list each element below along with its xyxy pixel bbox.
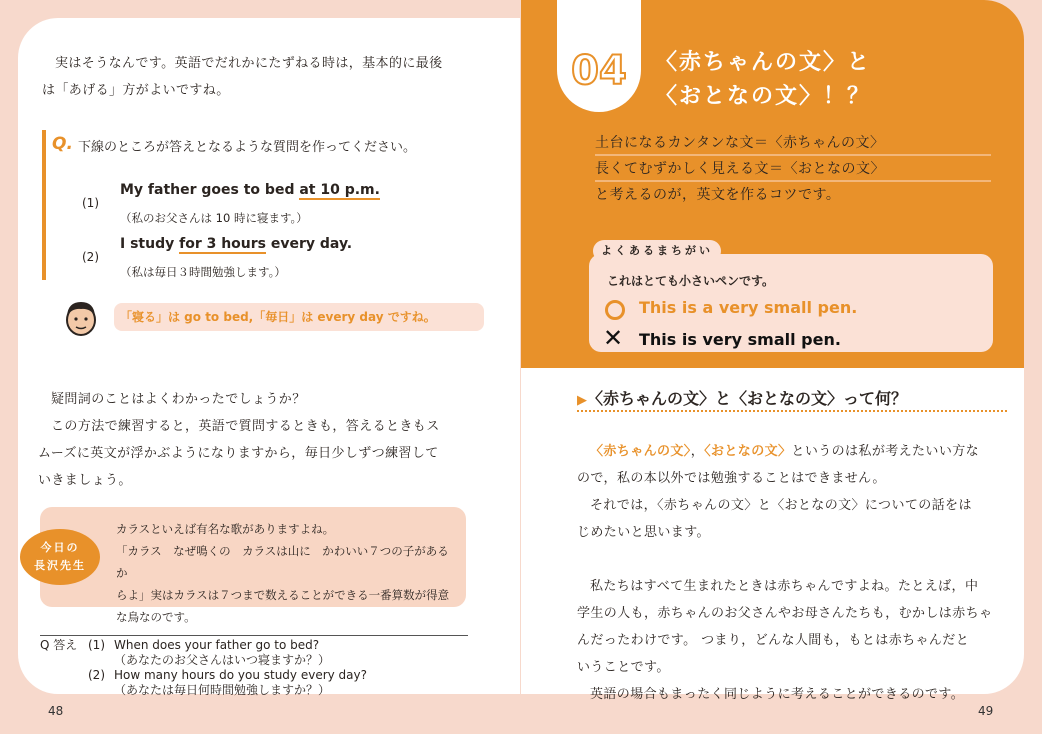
section-rule (577, 410, 1007, 412)
page-number-right: 49 (978, 704, 994, 718)
question-item-english: My father goes to bed at 10 p.m. (120, 182, 380, 198)
mid-line: ムーズに英文が浮かぶようになりますから，毎日少しずつ練習して (38, 446, 439, 461)
mid-paragraph (38, 386, 478, 494)
intro-line: は「あげる」方がよいですね。 (42, 83, 230, 98)
answer-label: Q 答え (40, 638, 78, 652)
question-text: 下線のところが答えとなるような質問を作ってください。 (78, 140, 417, 155)
page-number-left: 48 (48, 704, 64, 718)
underline-target: at 10 p.m. (299, 182, 380, 198)
body-line: ので，私の本以外では勉強することはできません。 (577, 471, 886, 486)
triangle-bullet-icon: ▶ (577, 393, 587, 408)
body-line: 私たちはすべて生まれたときは赤ちゃんですよね。たとえば，中 (590, 579, 979, 594)
man-face-icon (62, 298, 100, 338)
mid-line: この方法で練習すると，英語で質問するときも，答えるときもス (51, 419, 440, 434)
question-bar (42, 130, 46, 280)
body-line: んだったわけです。 つまり，どんな人間も，もとは赤ちゃんだと (577, 633, 970, 648)
left-page: 実はそうなんです。英語でだれかにたずねる時は，基本的に最後 は「あげる」方がよいですね。 Q. 下線のところが答えとなるような質問を作ってください。 (1) My father goes to bed at 10 p.m. （私のお父さんは 10 時に寝ます。） (2) I study for 3 hours every day. （私は毎日３時間勉強します。） 「寝る」は go to bed,「毎日」は every day ですね。 疑問詞のことはよくわかったでしょうか？ この方法で練習すると，英語で質問するときも，答えるときもス ムーズに英文が浮かぶようになりますから，毎日少しずつ練習して いきましょう。 今日の 長沢先生 カラスといえば有名な歌がありますよね。 「カラス なぜ鳴くの カラスは山に かわいい７つの子があるか らよ」実はカラスは７つまで数えることができる一番算数が得意 な鳥なのです。 Q 答え (1) When does your father go to bed? （あなたのお父さんはいつ寝ますか？） (2) How many hours do you study every day? （あなたは毎日何時間勉強しますか？） (18, 18, 520, 694)
circle-mark-icon (605, 300, 625, 320)
intro-paragraph (42, 50, 502, 104)
mistake-prompt: これはとても小さいペンです。 (607, 274, 775, 288)
question-mark-icon: Q. (52, 134, 73, 154)
intro-line: 実はそうなんです。英語でだれかにたずねる時は，基本的に最後 (55, 56, 443, 71)
memo-text: カラスといえば有名な歌がありますよね。 「カラス なぜ鳴くの カラスは山に かわいい７つの子があるか らよ」実はカラスは７つまで数えることができる一番算数が得意 な鳥なのです。 (116, 522, 450, 624)
question-item-number: (2) (82, 250, 99, 264)
underline-target: for 3 hours (179, 236, 267, 252)
cross-mark-icon: ✕ (603, 324, 624, 352)
chapter-title: 〈赤ちゃんの文〉と 〈おとなの文〉！？ (655, 50, 872, 109)
question-item-number: (1) (82, 196, 99, 210)
question-block (42, 130, 502, 292)
body-line: 学生の人も，赤ちゃんのお父さんやお母さんたちも，むかしは赤ちゃ (577, 606, 993, 621)
mid-line: いきましょう。 (38, 473, 132, 488)
question-item-japanese: （私は毎日３時間勉強します。） (120, 265, 286, 279)
question-item-japanese: （私のお父さんは 10 時に寝ます。） (120, 211, 308, 225)
right-body (577, 438, 1013, 708)
body-line: いうことです。 (577, 660, 670, 675)
right-page (521, 18, 1024, 702)
lead-line: 長くてむずかしく見える文＝〈おとなの文〉 (595, 156, 991, 182)
wrong-sentence: This is very small pen. (639, 330, 841, 349)
lead-lines (595, 130, 991, 208)
body-line: それでは，〈赤ちゃんの文〉と〈おとなの文〉についての話をは (590, 498, 972, 513)
lead-line: 土台になるカンタンな文＝〈赤ちゃんの文〉 (595, 130, 991, 156)
mid-line: 疑問詞のことはよくわかったでしょうか？ (51, 392, 306, 407)
body-line: 英語の場合もまったく同じように考えることができるのです。 (590, 687, 965, 702)
question-item-english: I study for 3 hours every day. (120, 236, 353, 252)
section-heading: ▶〈赤ちゃんの文〉と〈おとなの文〉って何？ (577, 389, 908, 408)
chapter-number: 04 (571, 48, 627, 94)
body-line: じめたいと思います。 (577, 525, 710, 540)
lead-line: と考えるのが，英文を作るコツです。 (595, 187, 841, 203)
memo-badge: 今日の 長沢先生 (20, 529, 100, 585)
body-line: 〈赤ちゃんの文〉，〈おとなの文〉というのは私が考えたいい方な (590, 444, 980, 459)
correct-sentence: This is a very small pen. (639, 298, 858, 317)
mistake-tag: よくあるまちがい (593, 240, 721, 262)
speech-bubble: 「寝る」は go to bed,「毎日」は every day ですね。 (114, 303, 484, 331)
answer-rule (40, 635, 468, 636)
